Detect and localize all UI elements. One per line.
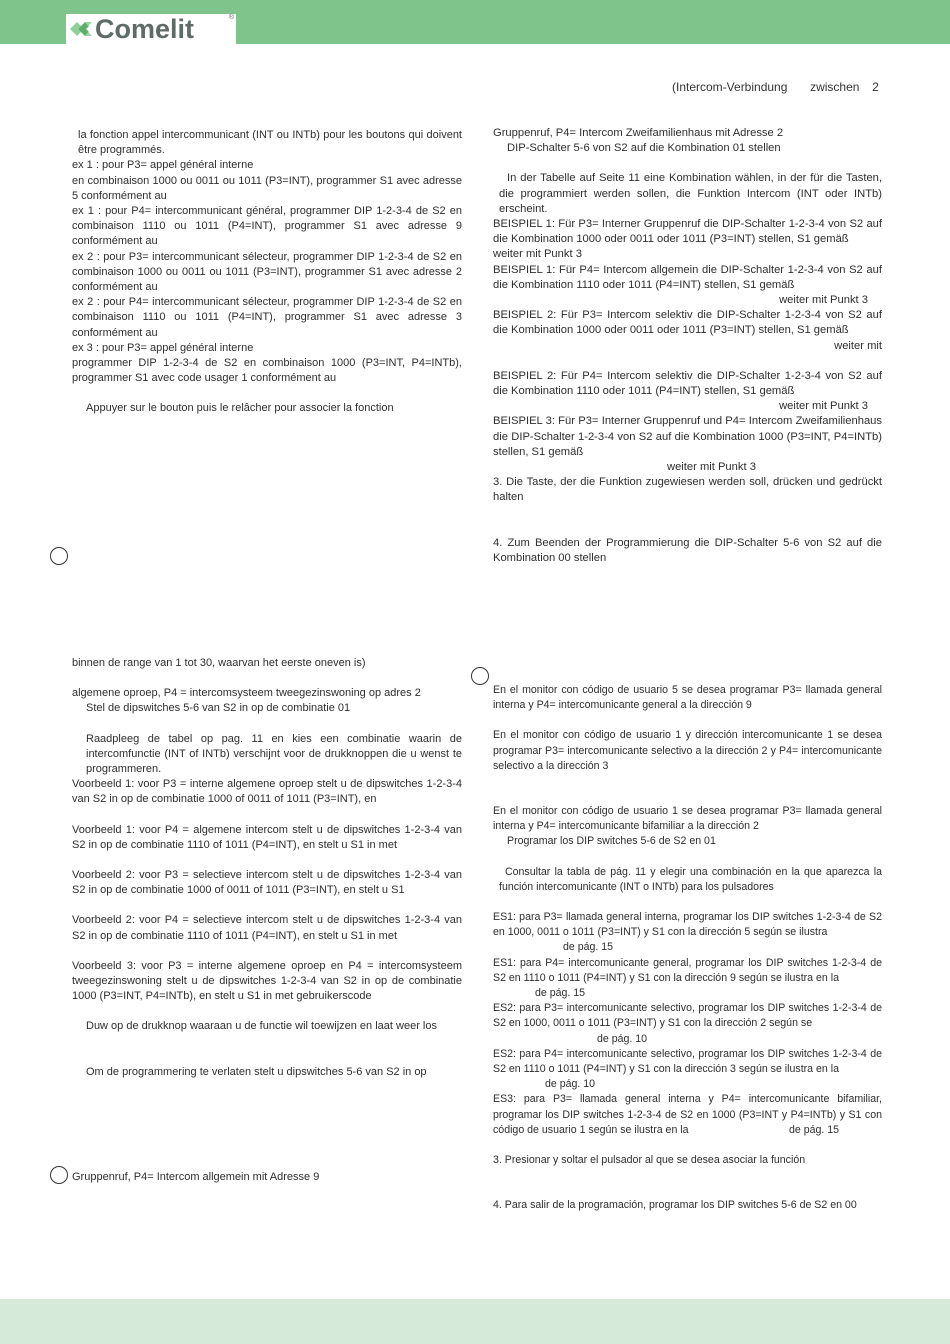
- de-paragraph: weiter mit Punkt 3: [779, 400, 868, 413]
- nl-paragraph: Gruppenruf, P4= Intercom allgemein mit Adresse 9: [72, 1170, 320, 1183]
- es-paragraph: 3. Presionar y soltar el pulsador al que se desea asociar la función: [493, 1154, 806, 1167]
- spanish-column: [493, 683, 882, 1214]
- german-column: [493, 126, 882, 566]
- es-paragraph: de pág. 15: [789, 1123, 840, 1136]
- fr-paragraph: ex 2 : pour P4= intercommunicant sélecteur, programmer DIP 1-2-3-4 de S2 en combinaison 1110 ou 1011 (P4=INT), programmer S1 avec adresse 3 conformément au: [72, 296, 462, 339]
- nl-paragraph: Stel de dipswitches 5-6 van S2 in op de combinatie 01: [86, 702, 351, 715]
- language-flag-circle: [471, 667, 489, 685]
- de-paragraph: weiter mit Punkt 3: [779, 294, 868, 307]
- de-paragraph: 4. Zum Beenden der Programmierung die DIP-Schalter 5-6 von S2 auf die Kombination 00 stellen: [493, 536, 882, 564]
- nl-paragraph: Voorbeeld 1: voor P3 = interne algemene oproep stelt u de dipswitches 1-2-3-4 van S2 in op de combinatie 1000 of 0011 of 1011 (P3=INT), en: [72, 778, 462, 806]
- es-paragraph: de pág. 15: [535, 987, 586, 1000]
- nl-paragraph: Voorbeeld 3: voor P3 = interne algemene oproep en P4 = intercomsysteem tweegezinswoning stelt u de dipswitches 1-2-3-4 van S2 in op de combinatie 1000 (P3=INT, P4=INTb), en stelt u S1 in met gebruikerscode: [72, 959, 462, 1003]
- running-head: [672, 80, 887, 94]
- de-paragraph: BEISPIEL 2: Für P3= Intercom selektiv die DIP-Schalter 1-2-3-4 von S2 auf die Kombination 1000 oder 0011 oder 1011 (P3=INT) stellen, S1 gemäß: [493, 309, 882, 337]
- de-paragraph: 3. Die Taste, der die Funktion zugewiesen werden soll, drücken und gedrückt halten: [493, 476, 882, 504]
- es-paragraph: ES1: para P3= llamada general interna, programar los DIP switches 1-2-3-4 de S2 en 1000, 0011 o 1011 (P3=INT) y S1 con la dirección 5 según se ilustra: [493, 911, 882, 939]
- logo-text: Comelit: [95, 14, 195, 44]
- es-paragraph: ES2: para P4= intercomunicante selectivo, programar los DIP switches 1-2-3-4 de S2 en 1110 o 1011 (P4=INT) y S1 con la dirección 3 según se ilustra en la: [493, 1047, 882, 1076]
- de-paragraph: In der Tabelle auf Seite 11 eine Kombination wählen, in der für die Tasten, die programmiert werden sollen, die Funktion Intercom (INT oder INTb) erscheint.: [499, 172, 882, 215]
- fr-paragraph: en combinaison 1000 ou 0011 ou 1011 (P3=INT), programmer S1 avec adresse 5 conformément au: [72, 174, 462, 202]
- comelit-logo-mark-icon: [68, 18, 94, 40]
- fr-paragraph: ex 1 : pour P3= appel général interne: [72, 159, 254, 172]
- nl-paragraph: Om de programmering te verlaten stelt u dipswitches 5-6 van S2 in op: [86, 1065, 427, 1078]
- es-paragraph: En el monitor con código de usuario 1 se desea programar P3= llamada general interna y P4= intercomunicante bifamiliar a la dirección 2: [493, 805, 882, 833]
- de-paragraph: Gruppenruf, P4= Intercom Zweifamilienhaus mit Adresse 2: [493, 127, 784, 139]
- es-paragraph: de pág. 10: [545, 1078, 596, 1091]
- french-column: [72, 128, 462, 417]
- fr-paragraph: programmer DIP 1-2-3-4 de S2 en combinaison 1000 (P3=INT, P4=INTb), programmer S1 avec code usager 1 conformément au: [72, 357, 462, 385]
- es-paragraph: 4. Para salir de la programación, programar los DIP switches 5-6 de S2 en 00: [493, 1199, 857, 1212]
- nl-paragraph: Raadpleeg de tabel op pag. 11 en kies een combinatie waarin de intercomfunctie (INT of INTb) verschijnt voor de drukknoppen die u wenst te programmeren.: [86, 732, 462, 776]
- running-head-mid: zwischen: [810, 80, 860, 94]
- es-paragraph: ES2: para P3= intercomunicante selectivo, programar los DIP switches 1-2-3-4 de S2 en 1000, 0011 o 1011 (P3=INT) y S1 con la dirección 2 según se: [493, 1002, 882, 1030]
- running-head-left: (Intercom-Verbindung: [672, 80, 788, 94]
- language-flag-circle: [50, 547, 68, 565]
- es-paragraph: Consultar la tabla de pág. 11 y elegir una combinación en la que aparezca la función intercomunicante (INT o INTb) para los pulsadores: [499, 865, 882, 893]
- footer-bar: [0, 1299, 950, 1344]
- nl-paragraph: Voorbeeld 1: voor P4 = algemene intercom stelt u de dipswitches 1-2-3-4 van S2 in op de combinatie 1110 of 1011 (P4=INT), en stelt u S1 in met: [72, 823, 462, 851]
- fr-paragraph: la fonction appel intercommunicant (INT ou INTb) pour les boutons qui doivent être programmés.: [78, 129, 462, 157]
- nl-paragraph: Voorbeeld 2: voor P4 = selectieve intercom stelt u de dipswitches 1-2-3-4 van S2 in op de combinatie 1110 of 1011 (P4=INT), en stelt u S1 in met: [72, 914, 462, 942]
- es-paragraph: En el monitor con código de usuario 1 y dirección intercomunicante 1 se desea programar P3= intercomunicante selectivo a la dirección 2 y P4= intercomunicante selectivo a la dirección 3: [493, 729, 882, 772]
- de-paragraph: weiter mit: [834, 339, 882, 352]
- dutch-column: [72, 656, 462, 1185]
- fr-paragraph: ex 3 : pour P3= appel général interne: [72, 341, 254, 354]
- de-paragraph: BEISPIEL 2: Für P4= Intercom selektiv die DIP-Schalter 1-2-3-4 von S2 auf die Kombination 1110 oder 1011 (P4=INT) stellen, S1 gemäß: [493, 369, 882, 398]
- nl-paragraph: Voorbeeld 2: voor P3 = selectieve intercom stelt u de dipswitches 1-2-3-4 van S2 in op de combinatie 1000 of 0011 of 1011 (P3=INT), en stelt u S1: [72, 869, 462, 897]
- language-flag-circle: [50, 1166, 68, 1184]
- de-paragraph: BEISPIEL 3: Für P3= Interner Gruppenruf und P4= Intercom Zweifamilienhaus die DIP-Schalter 1-2-3-4 von S2 auf die Kombination 1000 (P3=INT, P4=INTb) stellen, S1 gemäß: [493, 415, 882, 458]
- nl-paragraph: binnen de range van 1 tot 30, waarvan het eerste oneven is): [72, 657, 366, 669]
- logo-registered-mark: ®: [228, 14, 234, 21]
- fr-paragraph: ex 2 : pour P3= intercommunicant sélecteur, programmer DIP 1-2-3-4 de S2 en combinaison 1000 ou 0011 ou 1011 (P3=INT), programmer S1 avec adresse 2 conformément au: [72, 250, 462, 294]
- nl-paragraph: Duw op de drukknop waaraan u de functie wil toewijzen en laat weer los: [86, 1020, 437, 1033]
- de-paragraph: weiter mit Punkt 3: [667, 461, 756, 474]
- de-paragraph: DIP-Schalter 5-6 von S2 auf die Kombination 01 stellen: [507, 142, 781, 155]
- nl-paragraph: algemene oproep, P4 = intercomsysteem tweegezinswoning op adres 2: [72, 687, 421, 700]
- comelit-logo: [66, 14, 236, 44]
- es-paragraph: de pág. 10: [597, 1032, 648, 1045]
- de-paragraph: weiter mit Punkt 3: [493, 248, 582, 261]
- fr-paragraph: ex 1 : pour P4= intercommunicant général, programmer DIP 1-2-3-4 de S2 en combinaison 1110 ou 1011 (P4=INT), programmer S1 avec adresse 9 conformément au: [72, 205, 462, 248]
- fr-paragraph: Appuyer sur le bouton puis le relâcher pour associer la fonction: [86, 402, 394, 415]
- es-paragraph: En el monitor con código de usuario 5 se desea programar P3= llamada general interna y P4= intercomunicante general a la dirección 9: [493, 684, 882, 712]
- es-paragraph: ES3: para P3= llamada general interna y P4= intercomunicante bifamiliar, programar los DIP switches 1-2-3-4 de S2 en 1000 (P3=INT y P4=INTb) y S1 con código de usuario 1 según se ilustra en la: [493, 1093, 882, 1136]
- de-paragraph: BEISPIEL 1: Für P3= Interner Gruppenruf die DIP-Schalter 1-2-3-4 von S2 auf die Kombination 1000 oder 0011 oder 1011 (P3=INT) stellen, S1 gemäß: [493, 218, 882, 246]
- es-paragraph: ES1: para P4= intercomunicante general, programar los DIP switches 1-2-3-4 de S2 en 1110 o 1011 (P4=INT) y S1 con la dirección 9 según se ilustra en la: [493, 956, 882, 984]
- running-head-num: 2: [872, 80, 879, 94]
- es-paragraph: Programar los DIP switches 5-6 de S2 en 01: [507, 835, 716, 848]
- es-paragraph: de pág. 15: [563, 941, 614, 954]
- de-paragraph: BEISPIEL 1: Für P4= Intercom allgemein die DIP-Schalter 1-2-3-4 von S2 auf die Kombination 1110 oder 1011 (P4=INT) stellen, S1 gemäß: [493, 263, 882, 291]
